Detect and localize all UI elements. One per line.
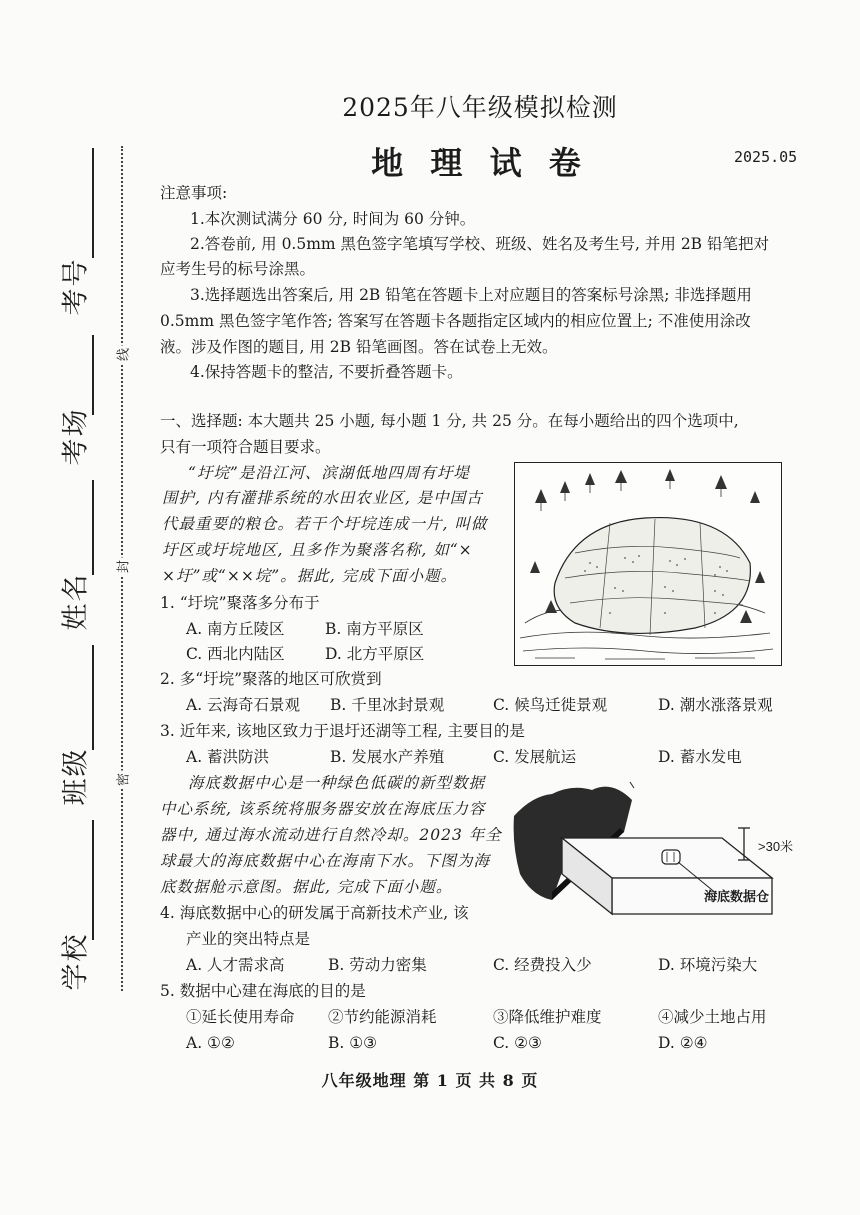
- notes-line: 1.本次测试满分 60 分, 时间为 60 分钟。: [190, 210, 476, 228]
- q5-item: ③降低维护难度: [493, 1008, 602, 1026]
- q5-item: ①延长使用寿命: [186, 1008, 295, 1026]
- exam-room-blank-line: [92, 335, 94, 415]
- passage1-line: ×圩”或“××垸”。据此, 完成下面小题。: [162, 567, 458, 585]
- polder-drawing: [515, 463, 781, 665]
- name-blank-line: [92, 480, 94, 575]
- school-blank-line: [92, 820, 94, 940]
- polder-illustration: [514, 462, 782, 666]
- notes-line: 3.选择题选出答案后, 用 2B 铅笔在答题卡上对应题目的答案标号涂黑; 非选择题用: [190, 286, 752, 304]
- q1-option-d: D. 北方平原区: [325, 645, 425, 663]
- q2-option-d: D. 潮水涨落景观: [658, 696, 773, 714]
- q2-stem: 2. 多“圩垸”聚落的地区可欣赏到: [160, 670, 382, 688]
- q5-item: ②节约能源消耗: [328, 1008, 437, 1026]
- notes-line: 4.保持答题卡的整洁, 不要折叠答题卡。: [190, 363, 463, 381]
- q5-option-a: A. ①②: [186, 1034, 235, 1052]
- q1-option-c: C. 西北内陆区: [186, 645, 285, 663]
- passage1-line: 代最重要的粮仓。若干个圩垸连成一片, 叫做: [162, 515, 488, 533]
- notes-line: 应考生号的标号涂黑。: [160, 260, 316, 278]
- q1-stem: 1. “圩垸”聚落多分布于: [160, 594, 320, 612]
- passage1-line: 圩区或圩垸地区, 且多作为聚落名称, 如“×: [162, 541, 473, 559]
- passage2-line: 底数据舱示意图。据此, 完成下面小题。: [160, 878, 453, 896]
- q3-option-c: C. 发展航运: [493, 748, 577, 766]
- q5-option-b: B. ①③: [328, 1034, 378, 1052]
- q4-stem-cont: 产业的突出特点是: [186, 930, 311, 948]
- passage2-line: 中心系统, 该系统将服务器安放在海底压力容: [160, 800, 486, 818]
- q4-stem: 4. 海底数据中心的研发属于高新技术产业, 该: [160, 904, 469, 922]
- passage1-line: 围护, 内有灌排系统的水田农业区, 是中国古: [162, 489, 483, 507]
- notes-line: 0.5mm 黑色签字笔作答; 答案写在答题卡各题指定区域内的相应位置上; 不准使用涂改: [160, 312, 751, 330]
- seal-char-secret: 密: [113, 771, 132, 789]
- exam-title: 2025年八年级模拟检测: [342, 93, 618, 122]
- q3-option-a: A. 蓄洪防洪: [186, 748, 270, 766]
- q4-option-a: A. 人才需求高: [186, 956, 285, 974]
- notes-line: 液。涉及作图的题目, 用 2B 铅笔画图。答在试卷上无效。: [160, 338, 558, 356]
- exam-room-label: 考场: [60, 407, 92, 466]
- q4-option-b: B. 劳动力密集: [328, 956, 427, 974]
- q5-stem: 5. 数据中心建在海底的目的是: [160, 982, 366, 1000]
- q2-option-a: A. 云海奇石景观: [186, 696, 301, 714]
- q5-item: ④减少土地占用: [658, 1008, 767, 1026]
- class-blank-line: [92, 645, 94, 750]
- exam-no-label: 考号: [60, 257, 92, 316]
- q3-option-b: B. 发展水产养殖: [330, 748, 445, 766]
- q3-option-d: D. 蓄水发电: [658, 748, 742, 766]
- passage2-line: 球最大的海底数据中心在海南下水。下图为海: [160, 852, 491, 870]
- q2-option-c: C. 候鸟迁徙景观: [493, 696, 608, 714]
- seal-char-seal: 封: [113, 558, 132, 576]
- class-label: 班级: [60, 747, 92, 806]
- notes-line: 2.答卷前, 用 0.5mm 黑色签字笔填写学校、班级、姓名及考生号, 并用 2B 铅笔把对: [190, 235, 770, 253]
- passage2-line: 器中, 通过海水流动进行自然冷却。2023 年全: [160, 826, 502, 844]
- passage1-line: “圩垸”是沿江河、滨湖低地四周有圩堤: [188, 464, 470, 482]
- capsule-callout-label: 海底数据仓: [704, 889, 770, 904]
- q4-option-c: C. 经费投入少: [493, 956, 592, 974]
- q4-option-d: D. 环境污染大: [658, 956, 758, 974]
- page-footer: 八年级地理 第 1 页 共 8 页: [321, 1071, 539, 1090]
- exam-subtitle: 地 理 试 卷: [371, 144, 589, 182]
- q5-option-c: C. ②③: [493, 1034, 542, 1052]
- school-label: 学校: [60, 932, 92, 991]
- q1-option-a: A. 南方丘陵区: [186, 620, 285, 638]
- passage2-line: 海底数据中心是一种绿色低碳的新型数据: [188, 774, 486, 792]
- depth-label: >30米: [758, 839, 794, 854]
- seal-char-line: 线: [113, 346, 132, 364]
- q5-option-d: D. ②④: [658, 1034, 708, 1052]
- section-heading: 一、选择题: 本大题共 25 小题, 每小题 1 分, 共 25 分。在每小题给出的四个选项中,: [160, 412, 739, 430]
- q3-stem: 3. 近年来, 该地区致力于退圩还湖等工程, 主要目的是: [160, 722, 525, 740]
- q2-option-b: B. 千里冰封景观: [330, 696, 445, 714]
- exam-date: 2025.05: [734, 148, 798, 166]
- section-heading-cont: 只有一项符合题目要求。: [160, 438, 331, 456]
- exam-no-blank-line: [92, 148, 94, 258]
- notes-heading: 注意事项:: [160, 184, 228, 202]
- q1-option-b: B. 南方平原区: [325, 620, 424, 638]
- name-label: 姓名: [60, 572, 92, 631]
